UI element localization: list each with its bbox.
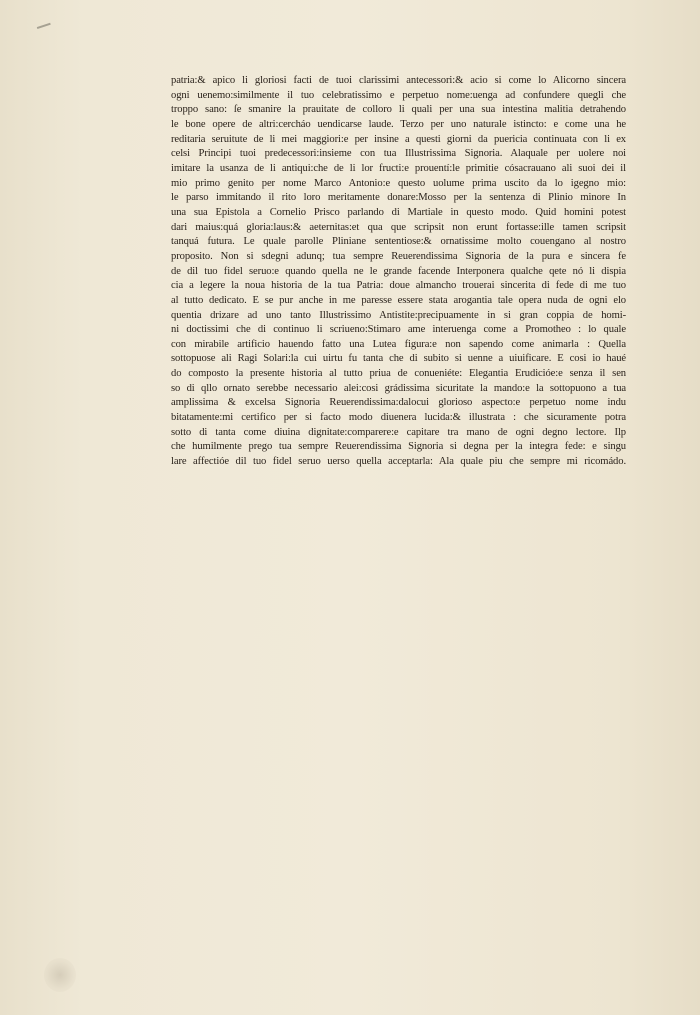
text-line: sotto di tanta come diuina dignitate:comparere:e capitare tra mano de ogni degno lectore. Ilp	[171, 426, 626, 438]
text-line: al tutto dedicato. E se pur anche in me paresse essere stata arogantia tale opera nuda de ogni elo	[171, 294, 626, 306]
text-line: bitatamente:mi certifico per si facto modo diuenera lucida:& illustrata : che sicuramente potra	[171, 412, 626, 424]
text-line: tanquá futura. Le quale parolle Pliniane sententiose:& ornatissime molto couengano al nostro	[171, 236, 626, 248]
text-line: mio primo genito per nome Marco Antonio:e questo uolume prima uscito da lo igegno mio:	[171, 177, 626, 189]
text-line: con mirabile artificio hauendo fatto una Lutea figura:e non sapendo come animarla : Quella	[171, 338, 626, 350]
text-line: le parso immitando il rito loro meritamente donare:Mosso per la sentenza di Plinio minore In	[171, 192, 626, 204]
text-line: troppo sano: ſe smanire la prauitate de colloro li quali per una sua intestina malitia detrahendo	[171, 104, 626, 116]
text-line: cia a legere la noua historia de la tua Patria: doue almancho trouerai sincerita di fede di me tuo	[171, 280, 626, 292]
text-line: ni doctissimi che di continuo li scriueno:Stimaro ame interuenga come a Promotheo : lo quale	[171, 324, 626, 336]
body-text-block	[171, 74, 626, 470]
text-line: proposito. Non si sdegni adunq; tua sempre Reuerendissima Signoria de la pura e sincera fe	[171, 250, 626, 262]
text-line: le bone opere de altri:cercháo uendicarse laude. Terzo per uno naturale istincto: e come una he	[171, 118, 626, 130]
text-line: imitare la usanza de li antiqui:che de li lor fructi:e prouentí:le primitie cósacrauano ali suoi dei il	[171, 162, 626, 174]
text-line: amplissima & excelsa Signoria Reuerendissima:dalocui glorioso aspecto:e perpetuo nome indu	[171, 397, 626, 409]
text-line: de dil tuo fidel seruo:e quando quella ne le grande facende Interponera qualche qete nó li dispia	[171, 265, 626, 277]
text-line: do composto la presente historia al tutto priua de conueniéte: Elegantia Erudicióe:e senza il sen	[171, 368, 626, 380]
text-line: che humilmente prego tua sempre Reuerendissima Signoria si degna per la integra fede: e singu	[171, 441, 626, 453]
text-line: celsi Principi tuoi predecessori:insieme con tua Illustrissima Signoria. Alaquale per uolere noi	[171, 148, 626, 160]
text-line: sottopuose ali Ragi Solari:la cui uirtu fu tanta che di subito si uenne a uiuificare. E cosi io haué	[171, 353, 626, 365]
text-line: dari maius:quá gloria:laus:& aeternitas:et qua que scripsit non erunt fortasse:ille tamen scripsit	[171, 221, 626, 233]
text-line: ogni uenemo:similmente il tuo celebratissimo e perpetuo nome:uenga ad confundere quegli che	[171, 89, 626, 101]
text-line: patria:& apico li gloriosi facti de tuoi clarissimi antecessori:& acio si come lo Alicorno sincera	[171, 75, 626, 86]
text-line: quentia drizare ad uno tanto Illustrissimo Antistite:precipuamente in si gran coppia de homi-	[171, 309, 626, 321]
text-line: lare affectióe dil tuo fidel seruo uerso quella acceptarla: Ala quale piu che sempre mi ricomádo.	[171, 456, 626, 468]
paper-stain	[44, 958, 76, 992]
text-line: reditaria seruitute de li mei maggiori:e per insine a questi giorni da puericia continuata con li ex	[171, 133, 626, 145]
text-line: so di qllo ornato serebbe necessario alei:cosi grádissima sicuritate la mando:e la sottopuono a tua	[171, 382, 626, 394]
ink-mark	[35, 18, 50, 29]
text-line: una sua Epistola a Cornelio Prisco parlando di Martiale in questo modo. Quid homini potest	[171, 206, 626, 218]
